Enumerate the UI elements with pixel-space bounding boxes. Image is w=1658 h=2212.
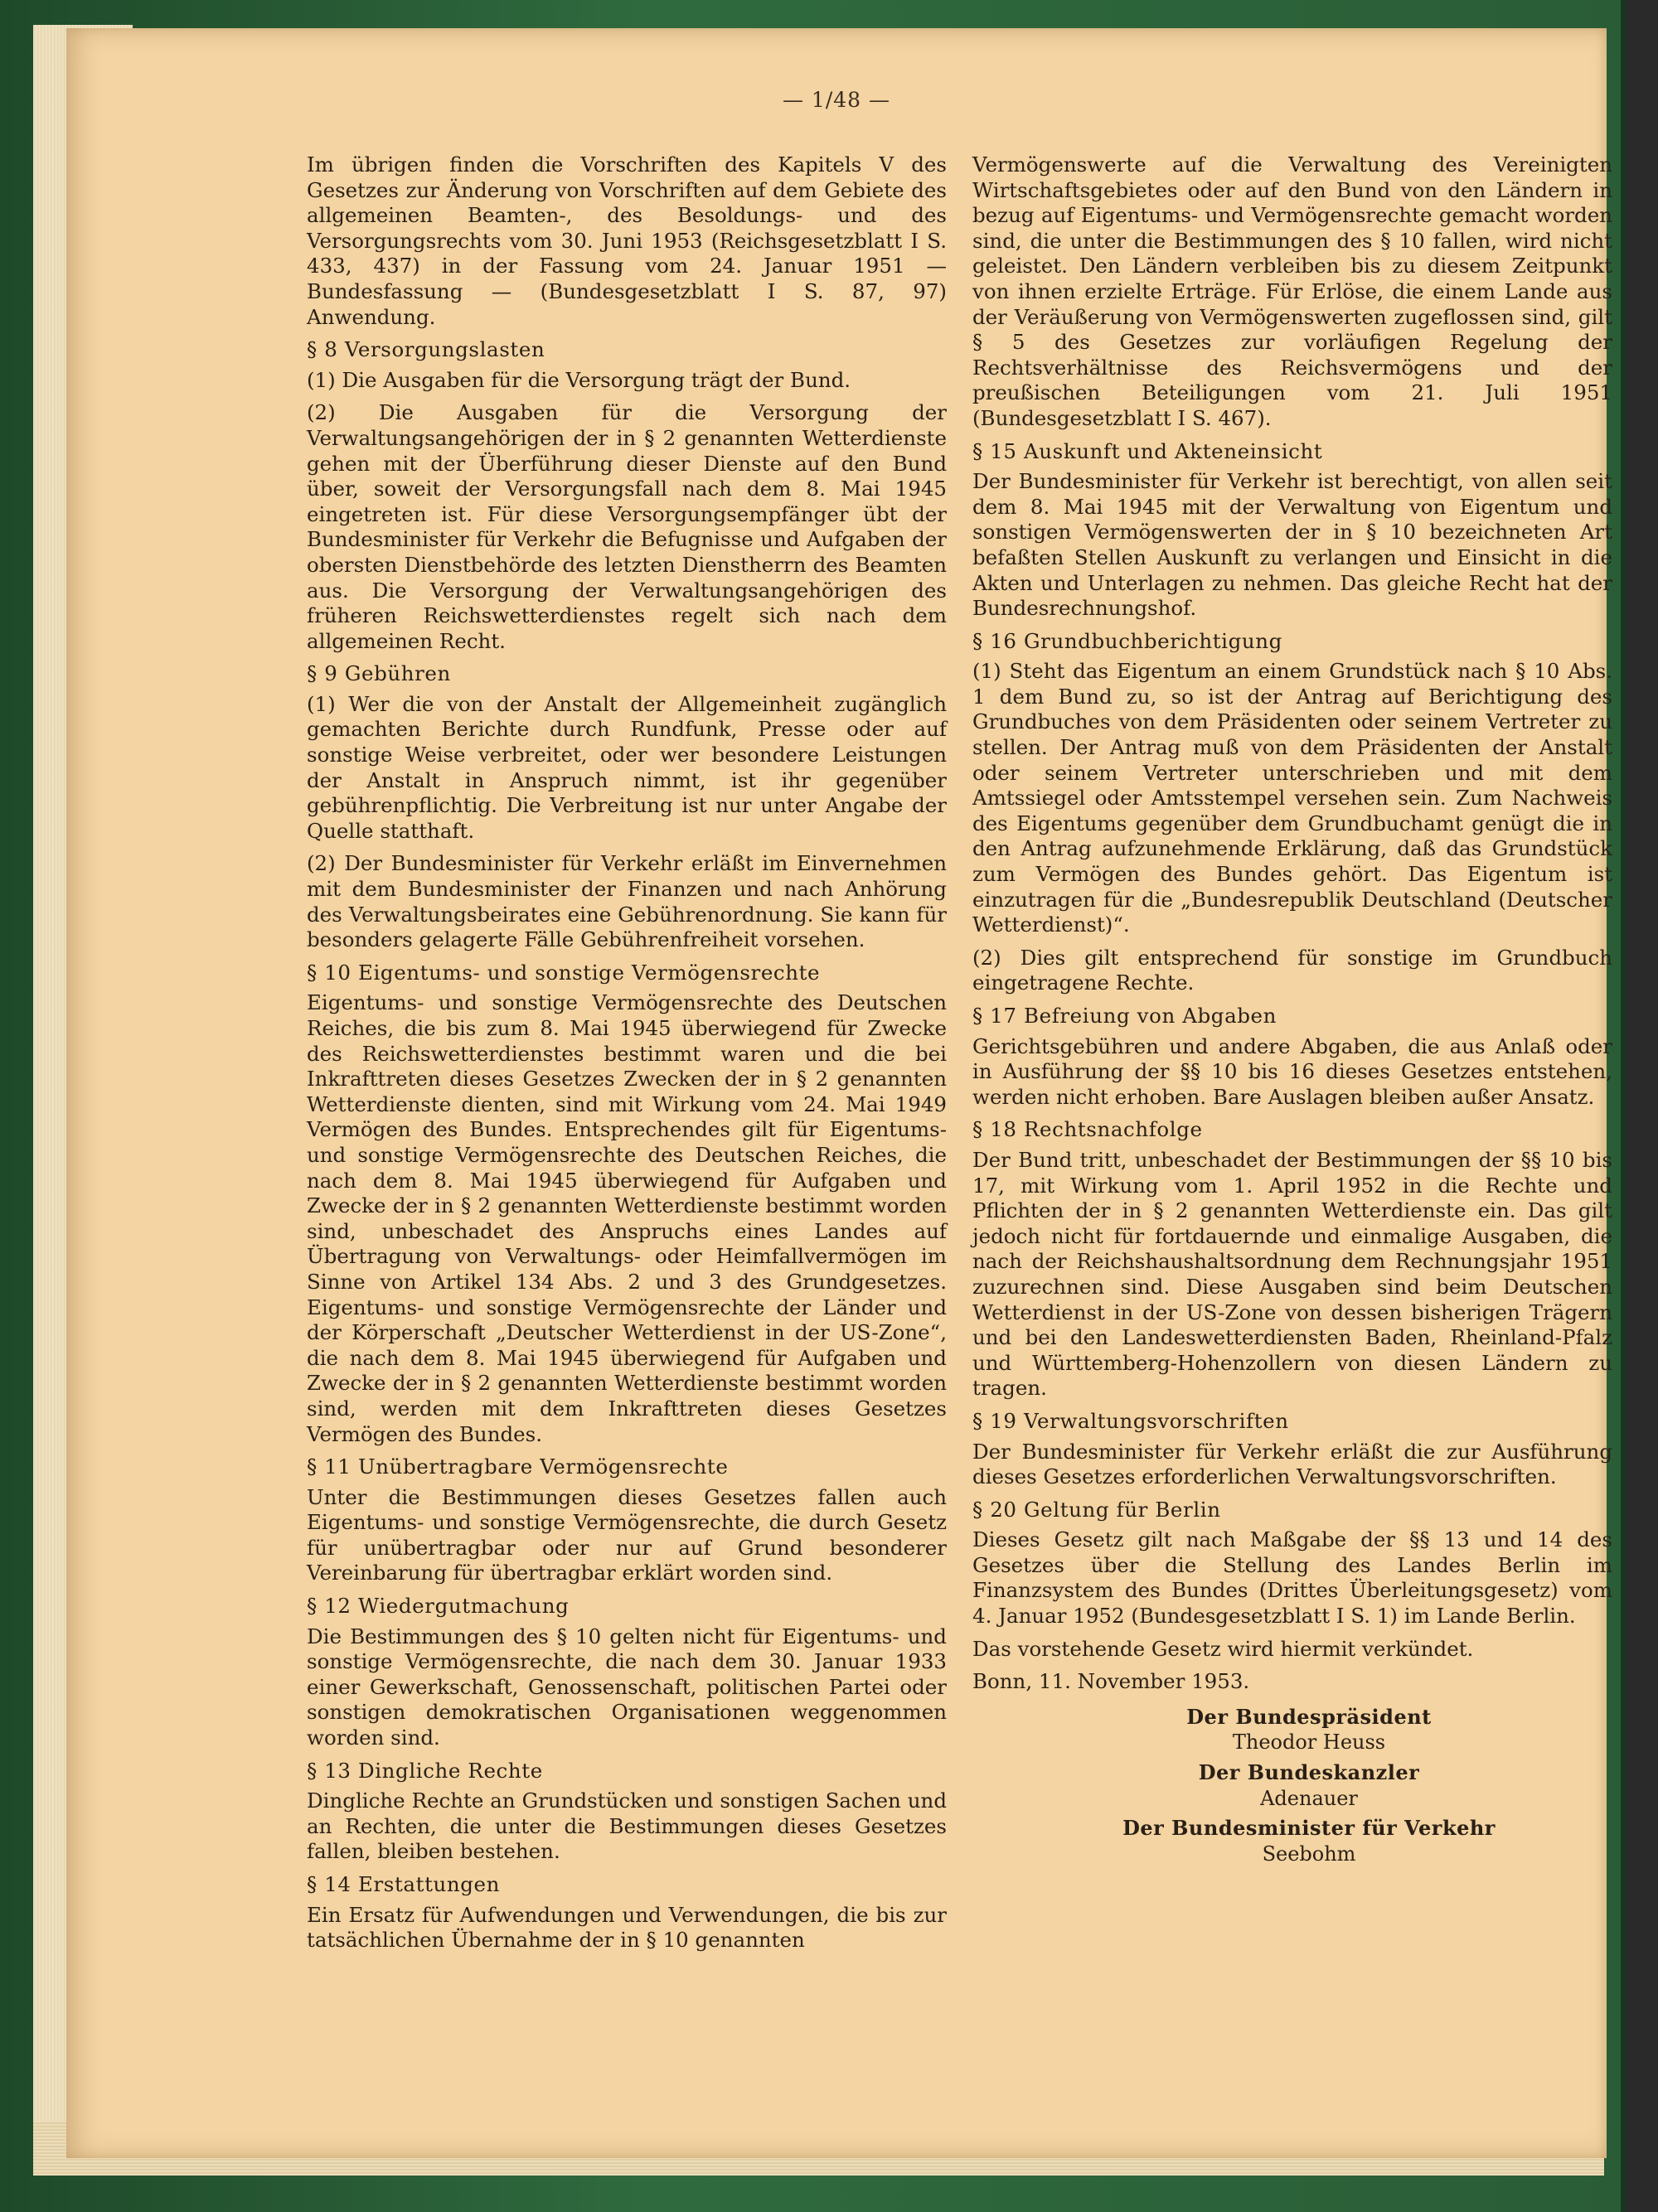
promulgation-statement: Das vorstehende Gesetz wird hiermit verkündet. (972, 1636, 1474, 1661)
section-heading-16: § 16 Grundbuchberichtigung (972, 628, 1282, 653)
section-12-paragraph-1: Die Bestimmungen des § 10 gelten nicht für Eigentums- und sonstige Vermögensrechte, die nach dem 30. Januar 1933 einer Gewerkschaft, Genossenschaft, politischen Partei oder sonstigen demokratischen Organisationen weggenommen worden sind. (307, 1624, 947, 1750)
intro-paragraph: Im übrigen finden die Vorschriften des Kapitels V des Gesetzes zur Änderung von Vorschriften auf dem Gebiete des allgemeinen Beamten-, des Besoldungs- und des Versorgungsrechts vom 30. Juni 1953 (Reichsgesetzblatt I S. 433, 437) in der Fassung vom 24. Januar 1951 — Bundesfassung — (Bundesgesetzblatt I S. 87, 97) Anwendung. (307, 152, 947, 329)
section-heading-18: § 18 Rechtsnachfolge (972, 1117, 1203, 1142)
section-10-paragraph-1: Eigentums- und sonstige Vermögensrechte des Deutschen Reiches, die bis zum 8. Mai 1945 überwiegend für Zwecke des Reichswetterdienstes bestimmt waren und die bei Inkrafttreten dieses Gesetzes Zwecken der in § 2 genannten Wetterdienste dienten, sind mit Wirkung vom 24. Mai 1949 Vermögen des Bundes. Entsprechendes gilt für Eigentums- und sonstige Vermögensrechte des Deutschen Reiches, die nach dem 8. Mai 1945 überwiegend für Aufgaben und Zwecke der in § 2 genannten Wetterdienste bestimmt worden sind, unbeschadet des Anspruchs eines Landes auf Übertragung von Verwaltungs- oder Heimfallvermögen im Sinne von Artikel 134 Abs. 2 und 3 des Grundgesetzes. Eigentums- und sonstige Vermögensrechte der Länder und der Körperschaft „Deutscher Wetterdienst in der US-Zone“, die nach dem 8. Mai 1945 überwiegend für Aufgaben und Zwecke der in § 2 genannten Wetterdienste bestimmt worden sind, werden mit dem Inkrafttreten dieses Gesetzes Vermögen des Bundes. (307, 990, 947, 1446)
section-heading-14: § 14 Erstattungen (307, 1872, 501, 1896)
section-9-paragraph-2: (2) Der Bundesminister für Verkehr erläßt im Einvernehmen mit dem Bundesminister der Finanzen und nach Anhörung des Verwaltungsbeirates eine Gebührenordnung. Sie kann für besonders gelagerte Fälle Gebührenfreiheit vorsehen. (307, 851, 947, 952)
section-19-paragraph-1: Der Bundesminister für Verkehr erläßt die zur Ausführung dieses Gesetzes erforderlichen Verwaltungsvorschriften. (972, 1439, 1612, 1489)
section-13-paragraph-1: Dingliche Rechte an Grundstücken und sonstigen Sachen und an Rechten, die unter die Bestimmungen dieses Gesetzes fallen, bleiben bestehen. (307, 1788, 947, 1864)
document-page (66, 28, 1612, 2158)
section-9-paragraph-1: (1) Wer die von der Anstalt der Allgemeinheit zugänglich gemachten Berichte durch Rundfunk, Presse oder auf sonstige Weise verbreitet, oder wer besondere Leistungen der Anstalt in Anspruch nimmt, ist ihr gegenüber gebührenpflichtig. Die Verbreitung ist nur unter Angabe der Quelle statthaft. (307, 691, 947, 843)
left-column (307, 152, 947, 1961)
section-heading-10: § 10 Eigentums- und sonstige Vermögensrechte (307, 960, 821, 985)
section-8-paragraph-2: (2) Die Ausgaben für die Versorgung der Verwaltungsangehörigen der in § 2 genannten Wetterdienste gehen mit der Überführung dieser Dienste auf den Bund über, soweit der Versorgungsfall nach dem 8. Mai 1945 eingetreten ist. Für diese Versorgungsempfänger übt der Bundesminister für Verkehr die Befugnisse und Aufgaben der obersten Dienstbehörde des letzten Dienstherrn des Beamten aus. Die Versorgung der Verwaltungsangehörigen des früheren Reichswetterdienstes regelt sich nach dem allgemeinen Recht. (307, 400, 947, 653)
signatory-title: Der Bundesminister für Verkehr (1122, 1816, 1496, 1841)
signatory-title: Der Bundeskanzler (1198, 1760, 1420, 1785)
section-heading-19: § 19 Verwaltungsvorschriften (972, 1408, 1289, 1433)
section-heading-17: § 17 Befreiung von Abgaben (972, 1004, 1277, 1028)
section-17-paragraph-1: Gerichtsgebühren und andere Abgaben, die aus Anlaß oder in Ausführung der §§ 10 bis 16 dieses Gesetzes entstehen, werden nicht erhoben. Bare Auslagen bleiben außer Ansatz. (972, 1033, 1612, 1109)
section-8-paragraph-1: (1) Die Ausgaben für die Versorgung trägt der Bund. (307, 367, 851, 392)
section-heading-15: § 15 Auskunft und Akteneinsicht (972, 438, 1323, 463)
signatory-name: Adenauer (1260, 1786, 1358, 1810)
signature-block (972, 1705, 1612, 1867)
section-14-paragraph-1: Ein Ersatz für Aufwendungen und Verwendungen, die bis zur tatsächlichen Übernahme der in § 10 genannten (307, 1902, 947, 1953)
signatory-title: Der Bundespräsident (1186, 1704, 1432, 1729)
section-heading-11: § 11 Unübertragbare Vermögensrechte (307, 1454, 729, 1479)
section-16-paragraph-2: (2) Dies gilt entsprechend für sonstige im Grundbuch eingetragene Rechte. (972, 945, 1612, 995)
section-heading-13: § 13 Dingliche Rechte (307, 1758, 543, 1783)
right-column (972, 152, 1612, 1870)
section-14-continuation: Vermögenswerte auf die Verwaltung des Vereinigten Wirtschaftsgebietes oder auf den Bund von den Ländern in bezug auf Eigentums- und Vermögensrechte gemacht worden sind, die unter die Bestimmungen des § 10 fallen, wird nicht geleistet. Den Ländern verbleiben bis zu diesem Zeitpunkt von ihnen erzielte Erträge. Für Erlöse, die einem Lande aus der Veräußerung von Vermögenswerten zugeflossen sind, gilt § 5 des Gesetzes zur vorläufigen Regelung der Rechtsverhältnisse des Reichsvermögens und der preußischen Beteiligungen vom 21. Juli 1951 (Bundesgesetzblatt I S. 467). (972, 152, 1612, 430)
signatory-name: Seebohm (1262, 1842, 1356, 1866)
section-15-paragraph-1: Der Bundesminister für Verkehr ist berechtigt, von allen seit dem 8. Mai 1945 mit der Verwaltung von Eigentum und sonstigen Vermögenswerten der in § 10 bezeichneten Art befaßten Stellen Auskunft zu verlangen und Einsicht in die Akten und Unterlagen zu nehmen. Das gleiche Recht hat der Bundesrechnungshof. (972, 469, 1612, 621)
page-number: — 1/48 — (782, 88, 891, 112)
section-18-paragraph-1: Der Bund tritt, unbeschadet der Bestimmungen der §§ 10 bis 17, mit Wirkung vom 1. April 1952 in die Rechte und Pflichten der in § 2 genannten Wetterdienste ein. Das gilt jedoch nicht für fortdauernde und einmalige Ausgaben, die nach der Reichshaushaltsordnung dem Rechnungsjahr 1951 zuzurechnen sind. Diese Ausgaben sind beim Deutschen Wetterdienst in der US-Zone von dessen bisherigen Trägern und bei den Landeswetterdiensten Baden, Rheinland-Pfalz und Württemberg-Hohenzollern von diesen Ländern zu tragen. (972, 1147, 1612, 1401)
signatory-name: Theodor Heuss (1232, 1730, 1386, 1755)
section-20-paragraph-1: Dieses Gesetz gilt nach Maßgabe der §§ 13 und 14 des Gesetzes über die Stellung des Landes Berlin im Finanzsystem des Bundes (Drittes Überleitungsgesetz) vom 4. Januar 1952 (Bundesgesetzblatt I S. 1) im Lande Berlin. (972, 1527, 1612, 1629)
section-heading-20: § 20 Geltung für Berlin (972, 1497, 1221, 1522)
place-date: Bonn, 11. November 1953. (972, 1669, 1250, 1694)
section-heading-9: § 9 Gebühren (307, 661, 451, 686)
section-16-paragraph-1: (1) Steht das Eigentum an einem Grundstück nach § 10 Abs. 1 dem Bund zu, so ist der Antrag auf Berichtigung des Grundbuches von dem Präsidenten oder seinem Vertreter zu stellen. Der Antrag muß von dem Präsidenten der Anstalt oder seinem Vertreter unterschrieben und mit dem Amtssiegel oder Amtsstempel versehen sein. Zum Nachweis des Eigentums gegenüber dem Grundbuchamt genügt die in den Antrag aufzunehmende Erklärung, daß das Grundstück zum Vermögen des Bundes gehört. Das Eigentum ist einzutragen für die „Bundesrepublik Deutschland (Deutscher Wetterdienst)“. (972, 659, 1612, 937)
section-heading-12: § 12 Wiedergutmachung (307, 1594, 570, 1619)
section-heading-8: § 8 Versorgungslasten (307, 337, 545, 362)
section-11-paragraph-1: Unter die Bestimmungen dieses Gesetzes fallen auch Eigentums- und sonstige Vermögensrechte, die durch Gesetz für unübertragbar oder nur auf Grund besonderer Vereinbarung für übertragbar erklärt worden sind. (307, 1484, 947, 1585)
